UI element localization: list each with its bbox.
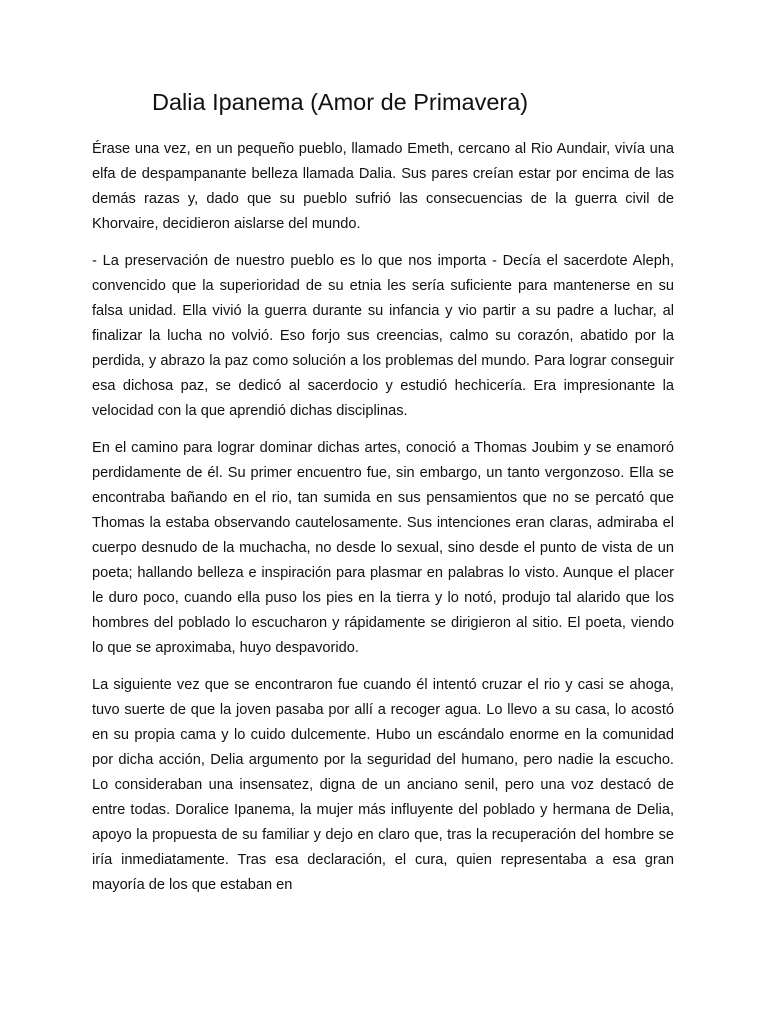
document-title: Dalia Ipanema (Amor de Primavera) (152, 89, 529, 115)
paragraph-3: En el camino para lograr dominar dichas artes, conoció a Thomas Joubim y se enamoró perdidamente de él. Su primer encuentro fue, sin embargo, un tanto vergonzoso. Ella se encontraba bañando en el rio, tan sumida en sus pensamientos que no se percató que Thomas la estaba observando cautelosamente. Sus intenciones eran claras, admiraba el cuerpo desnudo de la muchacha, no desde lo sexual, sino desde el punto de vista de un poeta; hallando belleza e inspiración para plasmar en palabras lo visto. Aunque el placer le duro poco, cuando ella puso los pies en la tierra y lo notó, produjo tal alarido que los hombres del poblado lo escucharon y rápidamente se dirigieron al sitio. El poeta, viendo lo que se aproximaba, huyo despavorido. (92, 440, 674, 656)
document-body (92, 137, 674, 910)
paragraph-2: - La preservación de nuestro pueblo es lo que nos importa - Decía el sacerdote Aleph, convencido que la superioridad de su etnia les sería suficiente para mantenerse en su falsa unidad. Ella vivió la guerra durante su infancia y vio partir a su padre a luchar, al finalizar la lucha no volvió. Eso forjo sus creencias, calmo su corazón, abatido por la perdida, y abrazo la paz como solución a los problemas del mundo. Para lograr conseguir esa dichosa paz, se dedicó al sacerdocio y estudió hechicería. Era impresionante la velocidad con la que aprendió dichas disciplinas. (92, 253, 674, 419)
paragraph-4: La siguiente vez que se encontraron fue cuando él intentó cruzar el rio y casi se ahoga, tuvo suerte de que la joven pasaba por allí a recoger agua. Lo llevo a su casa, lo acostó en su propia cama y lo cuido dulcemente. Hubo un escándalo enorme en la comunidad por dicha acción, Delia argumento por la seguridad del humano, pero nadie la escucho. Lo consideraban una insensatez, digna de un anciano senil, pero una voz destacó de entre todas. Doralice Ipanema, la mujer más influyente del poblado y hermana de Delia, apoyo la propuesta de su familiar y dejo en claro que, tras la recuperación del hombre se iría inmediatamente. Tras esa declaración, el cura, quien representaba a esa gran mayoría de los que estaban en (92, 677, 674, 893)
paragraph-1: Érase una vez, en un pequeño pueblo, llamado Emeth, cercano al Rio Aundair, vivía una elfa de despampanante belleza llamada Dalia. Sus pares creían estar por encima de las demás razas y, dado que su pueblo sufrió las consecuencias de la guerra civil de Khorvaire, decidieron aislarse del mundo. (92, 141, 674, 232)
